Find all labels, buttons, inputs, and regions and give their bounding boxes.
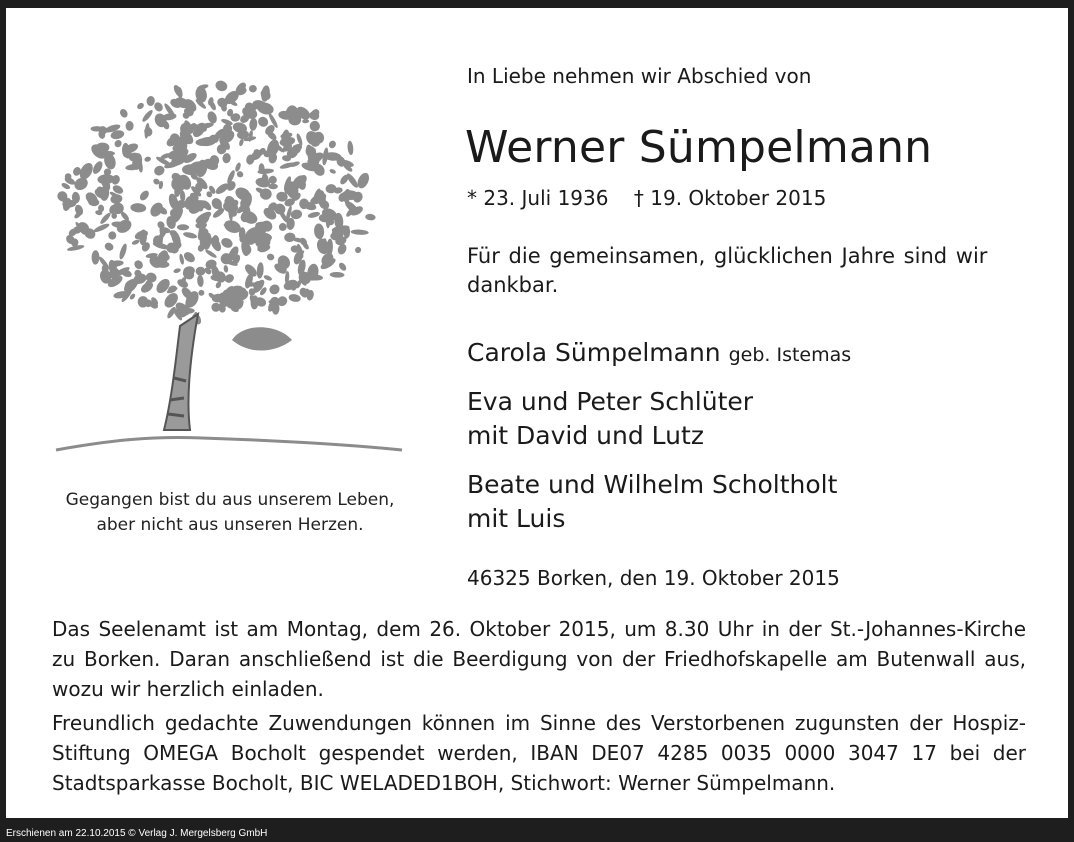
intro-text: In Liebe nehmen wir Abschied von (467, 64, 812, 88)
donation-info: Freundlich gedachte Zuwendungen können im Sinne des Verstorbenen zugunsten der Hospiz-Stiftung OMEGA Bocholt gespendet werden, IBAN DE07 4285 0035 0000 3047 17 bei der Stadtsparkasse Bocholt, BIC WELADED1BOH, Stichwort: Werner Sümpelmann. (52, 711, 1026, 795)
maiden-name: geb. Istemas (728, 344, 852, 366)
mourner-name: Beate und Wilhelm Scholtholt (467, 470, 838, 499)
motto-line: Gegangen bist du aus unserem Leben, (65, 490, 395, 510)
publication-footer: Erschienen am 22.10.2015 © Verlag J. Mergelsberg GmbH (6, 828, 268, 839)
tree-trunk (164, 314, 198, 430)
life-dates (467, 186, 826, 210)
tree-illustration (52, 78, 408, 458)
mourner-name: Carola Sümpelmann (467, 338, 721, 367)
mourner-name: Eva und Peter Schlüter (467, 387, 754, 416)
mourner-children: mit Luis (467, 504, 566, 533)
death-date: † 19. Oktober 2015 (633, 186, 827, 210)
motto (30, 488, 430, 538)
mourner-wife (467, 336, 851, 372)
birth-date: * 23. Juli 1936 (467, 186, 609, 210)
mourner-family-2 (467, 468, 837, 536)
tree-crown (55, 79, 376, 326)
mourner-family-1 (467, 385, 753, 453)
motto-line: aber nicht aus unseren Herzen. (96, 515, 364, 535)
ground-line (56, 438, 402, 451)
falling-leaf-icon (232, 327, 292, 350)
place-date: 46325 Borken, den 19. Oktober 2015 (467, 566, 840, 590)
thanks-text: Für die gemeinsamen, glücklichen Jahre sind wir dankbar. (467, 244, 988, 297)
mourner-children: mit David und Lutz (467, 421, 704, 450)
service-info: Das Seelenamt ist am Montag, dem 26. Oktober 2015, um 8.30 Uhr in der St.-Johannes-Kirche zu Borken. Daran anschließend ist die Beerdigung von der Friedhofskapelle am Butenwall aus, wozu wir herzlich einladen. (52, 617, 1026, 701)
deceased-name: Werner Sümpelmann (465, 122, 933, 173)
